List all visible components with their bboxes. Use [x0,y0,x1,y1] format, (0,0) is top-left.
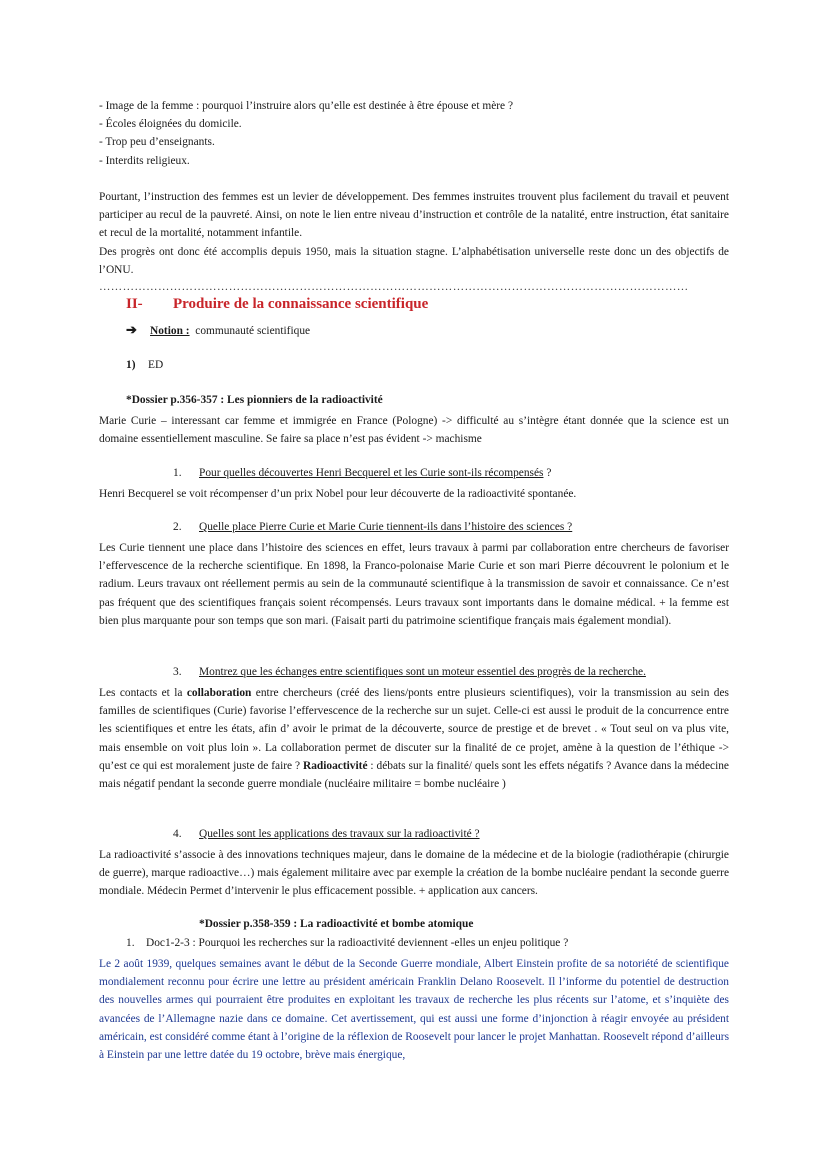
question-number: 1. [126,937,135,949]
question-number: 2. [173,521,182,533]
section-title: Produire de la connaissance scientifique [173,296,429,312]
notion-label: Notion : [150,325,190,337]
question-2 [173,521,572,533]
question-3 [173,666,646,678]
question-text: Montrez que les échanges entre scientifiques sont un moteur essentiel des progrès de la recherche. [199,666,646,678]
paragraph: Le 2 août 1939, quelques semaines avant le début de la Seconde Guerre mondiale, Albert Einstein profite de sa notoriété de scientifique mondialement reconnu pour écrire une lettre au président américain Franklin Delano Roosevelt. Il l’informe du potentiel de destruction des nouvelles armes qui pourraient être produites en exploitant les travaux de recherche les plus récents sur l’atome, et s’inquiète des avancées de l’Allemagne nazie dans ce domaine. Cet avertissement, qui est aussi une forme d’injonction à réagir envoyée au président américain, est considéré comme étant à l’origine de la réflexion de Roosevelt pour lancer le projet Manhattan. Roosevelt répond d’ailleurs à Einstein par une lettre datée du 19 octobre, brève mais énergique, [99,958,729,1062]
text-run: Les contacts et la [99,687,187,699]
question-1 [173,467,551,479]
section-heading [126,296,428,313]
paragraph: Henri Becquerel se voit récompenser d’un prix Nobel pour leur découverte de la radioactivité spontanée. [99,488,577,500]
subsection-heading [126,359,163,371]
list-item: - Trop peu d’enseignants. [99,136,215,149]
subsection-title: ED [148,359,164,371]
dossier-intro [99,412,729,448]
obstacles-list [99,97,729,170]
question-text: Pour quelles découvertes Henri Becquerel et les Curie sont-ils récompensés [199,467,544,479]
notion-line [126,322,310,338]
paragraph: Les Curie tiennent une place dans l’histoire des sciences en effet, leurs travaux à parmi par collaboration entre chercheurs de favoriser l’effervescence de la recherche scientifique. En 1898, la Franco-polonaise Marie Curie et son mari Pierre découvrent le polonium et le radium. Leurs travaux ont réellement permis au sein de la communauté scientifique à la transmission de savoir et connaissance. Ce n’est pas fréquent que des scientifiques français soient récompensés. Leurs travaux sont importants dans le domaine médical. + la femme est bien plus marquante pour son temps que son mari. (Faisait parti du patrimoine scientifique français mais également mondial). [99,542,729,627]
text-run: entre chercheurs (créé des liens/ponts entre plusieurs scientifiques), voir la transmission au sein des familles de scientifiques (Curie) favorise l’effervescence de la recherche sur un sujet. Celle-ci est aussi le produit de la concurrence entre les scientifiques et entre les états, afin d’ avoir le primat de la découverte, source de prestige et de brevet . « Tout seul on va plus vite, mais ensemble on voit plus loin ». La collaboration permet de discuter sur la finalité de ce projet, amène à la question de l’éthique -> qu’est ce qui est moralement juste de faire ? [99,687,729,772]
question-text: Quelles sont les applications des travaux sur la radioactivité ? [199,828,480,840]
paragraph [99,684,729,793]
dotted-separator: …………………………………………………………………………………………………………………………………… [99,281,689,293]
list-item: - Image de la femme : pourquoi l’instruire alors qu’elle est destinée à être épouse et mère ? [99,100,514,112]
notion-text: communauté scientifique [195,325,311,337]
question-text: Doc1-2-3 : Pourquoi les recherches sur la radioactivité deviennent -elles un enjeu politique ? [146,937,569,949]
dossier-title: *Dossier p.358-359 : La radioactivité et bombe atomique [199,918,474,930]
paragraph: Pourtant, l’instruction des femmes est un levier de développement. Des femmes instruites trouvent plus facilement du travail et peuvent participer au recul de la pauvreté. Ainsi, on note le lien entre niveau d’instruction et contrôle de la natalité, entre instruction, état sanitaire et recul de la mortalité, notamment infantile. [99,191,729,240]
question-text: Quelle place Pierre Curie et Marie Curie tiennent-ils dans l’histoire des sciences ? [199,521,573,533]
bold-keyword: collaboration [186,687,252,699]
answer-1 [99,485,729,503]
paragraph: La radioactivité s’associe à des innovations techniques majeur, dans le domaine de la médecine et de la biologie (radiothérapie (chirurgie de guerre), marque radioactive…) mais également militaire avec par exemple la création de la bombe nucléaire pendant la seconde guerre mondiale. Médecin Permet d’intervenir le plus efficacement possible. + application aux cancers. [99,849,729,898]
dossier2-question [126,937,568,949]
question-number: 1. [173,467,182,479]
bold-keyword: Radioactivité [302,759,368,772]
dossier2-answer [99,955,729,1064]
question-number: 3. [173,666,182,678]
subsection-number: 1) [126,359,136,371]
answer-2 [99,539,729,630]
list-item: - Interdits religieux. [99,154,190,167]
question-number: 4. [173,828,182,840]
question-4 [173,828,480,840]
answer-4 [99,846,729,901]
list-item: - Écoles éloignées du domicile. [99,118,242,131]
question-suffix: ? [543,467,552,479]
intro-paragraph [99,188,729,279]
answer-3 [99,684,729,793]
text-run: : débats sur la finalité/ quels sont les effets négatifs ? Avance dans la médecine mais négatif pendant la seconde guerre mondiale (nucléaire militaire = bombe nucléaire ) [99,759,729,791]
paragraph: Des progrès ont donc été accomplis depuis 1950, mais la situation stagne. L’alphabétisation universelle reste donc un des objectifs de l’ONU. [99,245,729,276]
paragraph: Marie Curie – interessant car femme et immigrée en France (Pologne) -> difficulté au s’intègre étant donnée que la science est un domaine essentiellement masculine. Se faire sa place n’est pas évident -> machisme [99,415,729,446]
arrow-right-icon: ➔ [126,322,137,337]
dossier-title: *Dossier p.356-357 : Les pionniers de la radioactivité [126,394,383,406]
section-number: II- [126,296,143,312]
